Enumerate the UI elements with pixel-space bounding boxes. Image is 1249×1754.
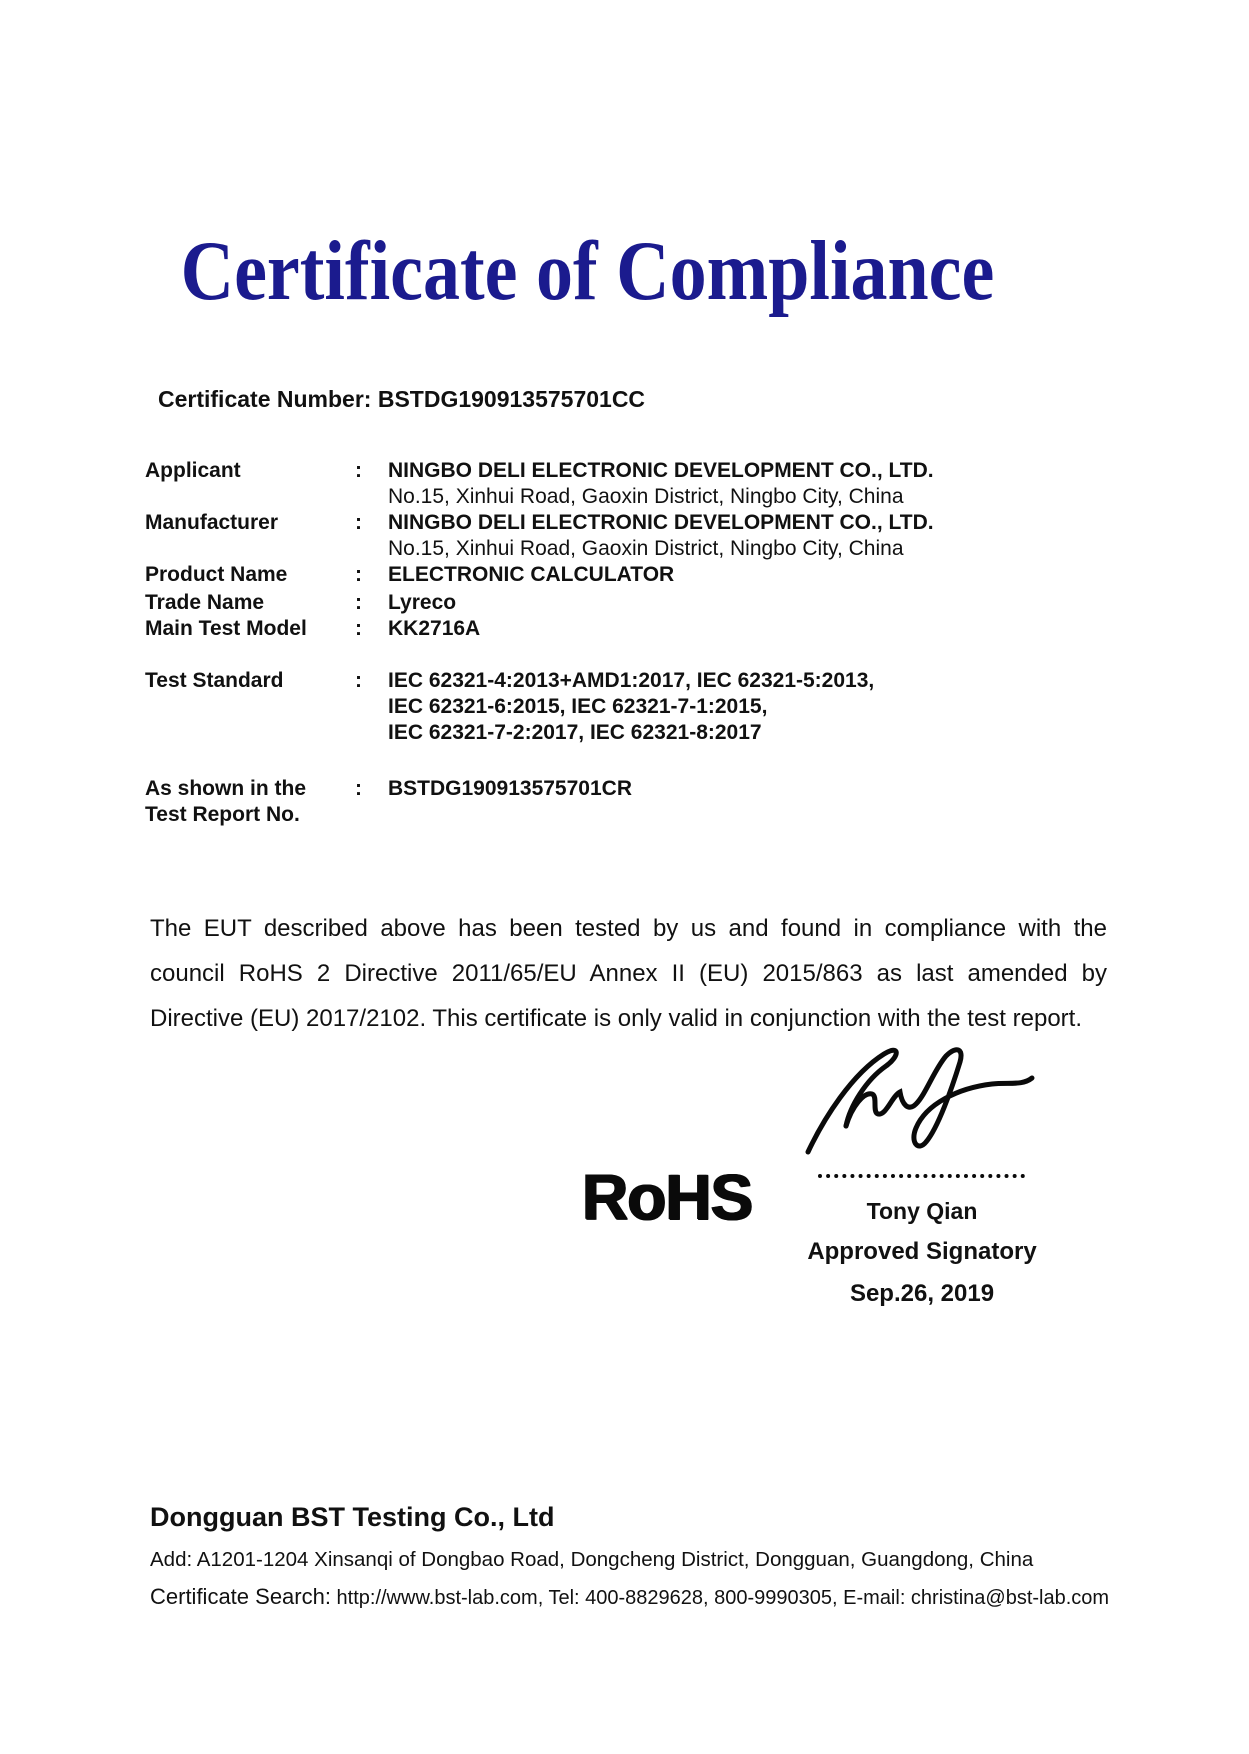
field-colon: :: [355, 591, 362, 614]
field-colon: :: [355, 511, 362, 534]
field-value-test-standard-line3: IEC 62321-7-2:2017, IEC 62321-8:2017: [388, 721, 762, 744]
field-label-manufacturer: Manufacturer: [145, 511, 279, 534]
footer-certificate-search: [150, 1584, 1109, 1610]
signature-date: Sep.26, 2019: [849, 1280, 995, 1307]
field-label-trade-name: Trade Name: [145, 591, 265, 614]
field-value-product-name: ELECTRONIC CALCULATOR: [388, 563, 675, 586]
field-label-test-standard: Test Standard: [145, 669, 284, 692]
field-colon: :: [355, 459, 362, 482]
field-label-test-report-line2: Test Report No.: [145, 803, 300, 826]
field-value-applicant-name: NINGBO DELI ELECTRONIC DEVELOPMENT CO., LTD.: [388, 459, 934, 482]
certificate-number-label: Certificate Number:: [158, 386, 372, 412]
field-value-manufacturer-address: No.15, Xinhui Road, Gaoxin District, Ningbo City, China: [388, 537, 904, 560]
signatory-name: Tony Qian: [866, 1198, 978, 1224]
signature-scribble-icon: [800, 1040, 1040, 1165]
field-value-main-test-model: KK2716A: [388, 617, 481, 640]
certificate-number-line: [158, 386, 645, 413]
footer-address: Add: A1201-1204 Xinsanqi of Dongbao Road, Dongcheng District, Dongguan, Guangdong, China: [150, 1548, 1034, 1571]
footer-company-name: Dongguan BST Testing Co., Ltd: [150, 1502, 555, 1532]
field-colon: :: [355, 777, 362, 800]
field-value-test-standard-line1: IEC 62321-4:2013+AMD1:2017, IEC 62321-5:2013,: [388, 669, 875, 692]
certificate-fields: [145, 458, 1135, 828]
certificate-title: Certificate of Compliance: [180, 225, 995, 319]
field-row-test-standard: [145, 668, 1135, 746]
field-value-applicant-address: No.15, Xinhui Road, Gaoxin District, Ningbo City, China: [388, 485, 904, 508]
field-label-product-name: Product Name: [145, 563, 288, 586]
signatory-role: Approved Signatory: [807, 1238, 1037, 1265]
compliance-statement: The EUT described above has been tested by us and found in compliance with the council RoHS 2 Directive 2011/65/EU Annex II (EU) 2015/863 as last amended by Directive (EU) 2017/2102. This certificate is only valid in conjunction with the test report.: [150, 915, 1107, 1032]
field-row-product-name: [145, 562, 1135, 588]
field-row-manufacturer: [145, 510, 1135, 562]
field-row-test-report: [145, 776, 1135, 828]
rohs-mark: RoHS: [582, 1161, 753, 1233]
field-row-main-test-model: [145, 616, 1135, 642]
certificate-search-value: http://www.bst-lab.com, Tel: 400-8829628, 800-9990305, E-mail: christina@bst-lab.com: [336, 1587, 1110, 1609]
field-label-applicant: Applicant: [145, 459, 241, 482]
field-value-trade-name: Lyreco: [388, 591, 457, 614]
certificate-number-value: BSTDG190913575701CC: [377, 386, 646, 412]
field-value-manufacturer-name: NINGBO DELI ELECTRONIC DEVELOPMENT CO., LTD.: [388, 511, 934, 534]
field-value-test-standard-line2: IEC 62321-6:2015, IEC 62321-7-1:2015,: [388, 695, 768, 718]
field-label-main-test-model: Main Test Model: [145, 617, 307, 640]
field-value-test-report: BSTDG190913575701CR: [388, 777, 632, 800]
field-row-applicant: [145, 458, 1135, 510]
field-colon: :: [355, 617, 362, 640]
field-label-test-report-line1: As shown in the: [145, 777, 307, 800]
certificate-search-label: Certificate Search:: [150, 1584, 331, 1609]
field-colon: :: [355, 669, 362, 692]
field-row-trade-name: [145, 590, 1135, 616]
signature-dotted-line: [818, 1160, 1025, 1178]
field-colon: :: [355, 563, 362, 586]
